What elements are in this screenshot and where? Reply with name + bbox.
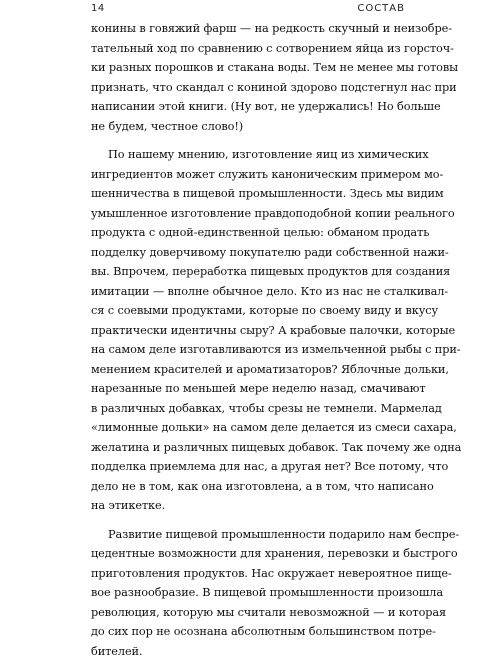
text-line: тательный ход по сравнению с сотворением яйца из горсточ- <box>91 39 407 59</box>
paragraph <box>91 525 407 661</box>
text-line: приготовления продуктов. Нас окружает невероятное пище- <box>91 564 407 584</box>
text-line: желатина и различных пищевых добавок. Так почему же одна <box>91 438 407 458</box>
text-line: революция, которую мы считали невозможной — и которая <box>91 603 407 623</box>
text-line: подделку доверчивому покупателю ради собственной нажи- <box>91 243 407 263</box>
text-line: ки разных порошков и стакана воды. Тем не менее мы готовы <box>91 58 407 78</box>
text-line: на самом деле изготавливаются из измельченной рыбы с при- <box>91 340 407 360</box>
text-line: шенничества в пищевой промышленности. Здесь мы видим <box>91 184 407 204</box>
text-line: вы. Впрочем, переработка пищевых продуктов для создания <box>91 262 407 282</box>
text-line: конины в говяжий фарш — на редкость скучный и неизобре- <box>91 19 407 39</box>
running-head: СОСТАВ <box>357 3 405 14</box>
paragraph-gap <box>91 516 407 525</box>
text-line: «лимонные дольки» на самом деле делается из смеси сахара, <box>91 418 407 438</box>
text-line: цедентные возможности для хранения, перевозки и быстрого <box>91 544 407 564</box>
text-line: ся с соевыми продуктами, которые по своему виду и вкусу <box>91 301 407 321</box>
body-text <box>91 19 407 661</box>
paragraph <box>91 19 407 136</box>
text-line: в различных добавках, чтобы срезы не темнели. Мармелад <box>91 399 407 419</box>
text-line: до сих пор не осознана абсолютным большинством потре- <box>91 622 407 642</box>
text-line: на этикетке. <box>91 496 407 516</box>
text-line: бителей. <box>91 642 407 661</box>
text-line: менением красителей и ароматизаторов? Яблочные дольки, <box>91 360 407 380</box>
page-number: 14 <box>91 3 105 14</box>
text-line: По нашему мнению, изготовление яиц из химических <box>91 145 407 165</box>
text-line: подделка приемлема для нас, а другая нет? Все потому, что <box>91 457 407 477</box>
page-header <box>0 0 500 20</box>
text-line: написании этой книги. (Ну вот, не удержались! Но больше <box>91 97 407 117</box>
text-line: ингредиентов может служить каноническим примером мо- <box>91 165 407 185</box>
text-line: признать, что скандал с кониной здорово подстегнул нас при <box>91 78 407 98</box>
text-line: умышленное изготовление правдоподобной копии реального <box>91 204 407 224</box>
text-line: дело не в том, как она изготовлена, а в том, что написано <box>91 477 407 497</box>
text-line: Развитие пищевой промышленности подарило нам беспре- <box>91 525 407 545</box>
text-line: продукта с одной-единственной целью: обманом продать <box>91 223 407 243</box>
text-line: имитации — вполне обычное дело. Кто из нас не сталкивал- <box>91 282 407 302</box>
paragraph <box>91 145 407 516</box>
text-line: вое разнообразие. В пищевой промышленности произошла <box>91 583 407 603</box>
text-line: практически идентичны сыру? А крабовые палочки, которые <box>91 321 407 341</box>
text-line: нарезанные по меньшей мере неделю назад, смачивают <box>91 379 407 399</box>
text-line: не будем, честное слово!) <box>91 117 407 137</box>
paragraph-gap <box>91 136 407 145</box>
